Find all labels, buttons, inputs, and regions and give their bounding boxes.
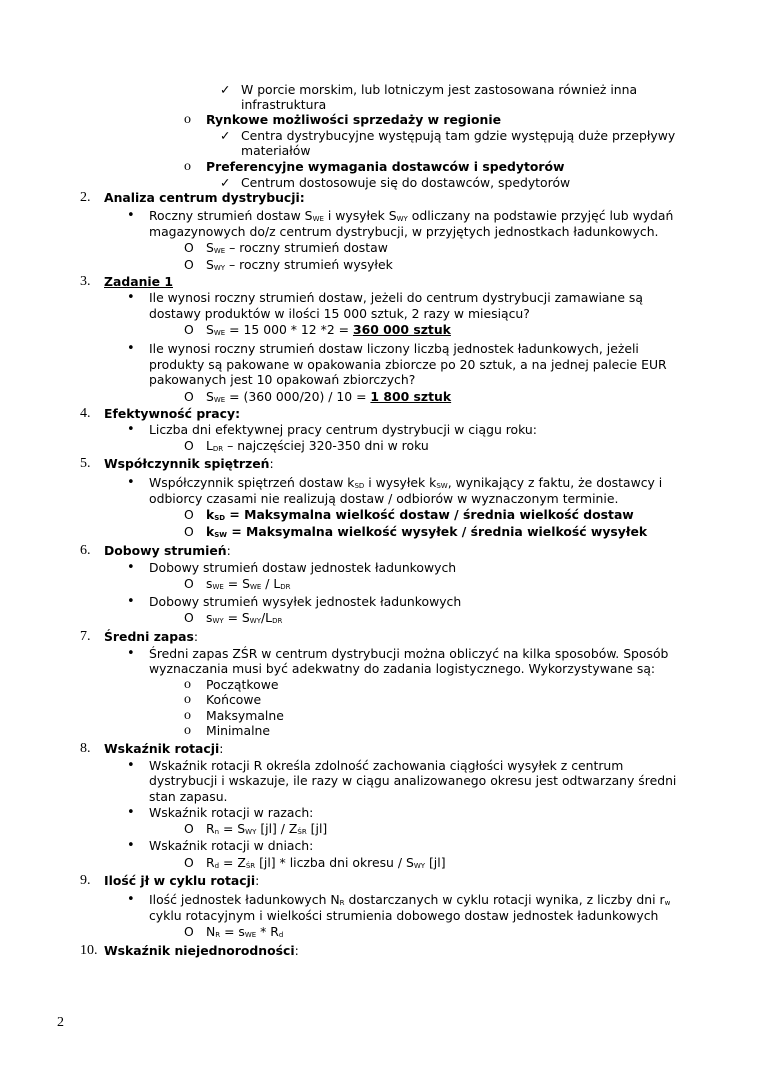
list-item: Maksymalne	[206, 708, 284, 723]
bullet-icon: •	[127, 475, 135, 490]
text-line: Dobowy strumień dostaw jednostek ładunkowych	[149, 560, 457, 575]
list-item: Początkowe	[206, 677, 279, 692]
circle-bullet-icon: O	[184, 576, 194, 591]
text-line: Współczynnik spiętrzeń dostaw $k_{SD}$ i wysyłek $k_{SW}$, wynikający z faktu, że dostawcy i	[149, 475, 663, 490]
formula: $R_d = Z_{ŚR}$ [jl] * liczba dni okresu / $S_{WY}$ [jl]	[206, 855, 446, 870]
text-line: dystrybucji i wskazuje, ile razy w ciągu analizowanego okresu jest odtwarzany średni	[149, 773, 677, 788]
formula: $k_{SW}$ = Maksymalna wielkość wysyłek / średnia wielkość wysyłek	[206, 524, 648, 539]
text-line: Wskaźnik rotacji w dniach:	[149, 838, 314, 853]
circle-bullet-icon: O	[184, 855, 194, 870]
circle-bullet-icon: O	[184, 389, 194, 404]
circle-bullet-icon: O	[184, 438, 194, 453]
text-line: Wskaźnik rotacji w razach:	[149, 805, 314, 820]
check-icon: ✓	[220, 128, 231, 143]
text-line: Centrum dostosowuje się do dostawców, spedytorów	[241, 175, 571, 190]
bullet-icon: •	[127, 646, 135, 661]
circle-bullet-icon: O	[184, 610, 194, 625]
text-line: $L_{DR}$ – najczęściej 320-350 dni w roku	[206, 438, 429, 453]
list-item: Końcowe	[206, 692, 262, 707]
circle-bullet-icon: O	[184, 507, 194, 522]
text-line: odbiorcy czasami nie realizują dostaw / odbiorów w wyznaczonym terminie.	[149, 491, 619, 506]
text-line: Roczny strumień dostaw $S_{WE}$ i wysyłek $S_{WY}$ odliczany na podstawie przyjęć lub wydań	[149, 208, 674, 223]
bullet-icon: •	[127, 208, 135, 223]
text-line: produkty są pakowane w opakowania zbiorcze po 20 sztuk, a na jednej palecie EUR	[149, 357, 667, 372]
section-number: 4.	[80, 406, 91, 421]
text-line: stan zapasu.	[149, 789, 228, 804]
formula: $s_{WY} = S_{WY}/L_{DR}$	[206, 610, 283, 625]
circle-bullet-icon: o	[184, 692, 191, 707]
result: 360 000 sztuk	[352, 322, 451, 337]
circle-bullet-icon: o	[184, 112, 191, 127]
check-icon: ✓	[220, 82, 231, 97]
subheading: Rynkowe możliwości sprzedaży w regionie	[206, 112, 502, 127]
section-number: 8.	[80, 741, 91, 756]
bullet-icon: •	[127, 838, 135, 853]
text-line: $S_{WY}$ – roczny strumień wysyłek	[206, 257, 393, 272]
section-title: Dobowy strumień:	[104, 543, 231, 558]
text-line: magazynowych do/z centrum dystrybucji, w przyjętych jednostkach ładunkowych.	[149, 224, 659, 239]
section-number: 7.	[80, 629, 91, 644]
section-title: Wskaźnik niejednorodności:	[104, 943, 299, 958]
section-title: Współczynnik spiętrzeń:	[104, 456, 274, 471]
formula: $N_R = s_{WE} * R_d$	[206, 924, 284, 939]
bullet-icon: •	[127, 290, 135, 305]
section-title: Analiza centrum dystrybucji:	[104, 190, 305, 205]
text-line: Ile wynosi roczny strumień dostaw, jeżeli do centrum dystrybucji zamawiane są	[149, 290, 643, 305]
circle-bullet-icon: O	[184, 924, 194, 939]
text-line: Ile wynosi roczny strumień dostaw liczony liczbą jednostek ładunkowych, jeżeli	[149, 341, 639, 356]
text-line: Dobowy strumień wysyłek jednostek ładunkowych	[149, 594, 462, 609]
check-icon: ✓	[220, 175, 231, 190]
bullet-icon: •	[127, 422, 135, 437]
circle-bullet-icon: o	[184, 723, 191, 738]
formula: $s_{WE} = S_{WE} / L_{DR}$	[206, 576, 291, 591]
section-number: 6.	[80, 543, 91, 558]
section-number: 10.	[80, 943, 98, 958]
text-line: wyznaczania musi być adekwatny do zadania logistycznego. Wykorzystywane są:	[149, 661, 656, 676]
page-number: 2	[57, 1015, 64, 1030]
bullet-icon: •	[127, 892, 135, 907]
bullet-icon: •	[127, 594, 135, 609]
bullet-icon: •	[127, 805, 135, 820]
text-line: materiałów	[241, 143, 311, 158]
result: 1 800 sztuk	[370, 389, 452, 404]
circle-bullet-icon: O	[184, 821, 194, 836]
section-number: 5.	[80, 456, 91, 471]
circle-bullet-icon: O	[184, 322, 194, 337]
bullet-icon: •	[127, 560, 135, 575]
text-line: cyklu rotacyjnym i wielkości strumienia dobowego dostaw jednostek ładunkowych	[149, 908, 659, 923]
text-line: Średni zapas ZŚR w centrum dystrybucji można obliczyć na kilka sposobów. Sposób	[149, 646, 669, 661]
list-item: Minimalne	[206, 723, 271, 738]
text-line: dostawy produktów w ilości 15 000 sztuk, 2 razy w miesiącu?	[149, 306, 530, 321]
text-line: W porcie morskim, lub lotniczym jest zastosowana również inna	[241, 82, 638, 97]
section-number: 2.	[80, 190, 91, 205]
formula: $R_n = S_{WY}$ $[jl] / Z_{ŚR}$ [jl]	[206, 821, 328, 836]
text-line: Liczba dni efektywnej pracy centrum dystrybucji w ciągu roku:	[149, 422, 537, 437]
section-title: Średni zapas:	[104, 629, 199, 644]
circle-bullet-icon: o	[184, 677, 191, 692]
text-line: Centra dystrybucyjne występują tam gdzie występują duże przepływy	[241, 128, 676, 143]
text-line: Ilość jednostek ładunkowych $N_R$ dostarczanych w cyklu rotacji wynika, z liczby dni $r_w$	[149, 892, 671, 907]
text-line: $S_{WE} = 15$ 000 * 12 *2 = 360 000 sztuk	[206, 322, 451, 337]
circle-bullet-icon: o	[184, 159, 191, 174]
circle-bullet-icon: O	[184, 257, 194, 272]
text-line: $S_{WE}$ – roczny strumień dostaw	[206, 240, 388, 255]
subheading: Preferencyjne wymagania dostawców i spedytorów	[206, 159, 565, 174]
section-title: Efektywność pracy:	[104, 406, 241, 421]
bullet-icon: •	[127, 341, 135, 356]
formula: $k_{SD}$ = Maksymalna wielkość dostaw / średnia wielkość dostaw	[206, 507, 634, 522]
section-number: 3.	[80, 274, 91, 289]
text-line: Wskaźnik rotacji R określa zdolność zachowania ciągłości wysyłek z centrum	[149, 758, 624, 773]
section-title: Wskaźnik rotacji:	[104, 741, 224, 756]
section-title: Zadanie 1	[104, 274, 173, 289]
text-line: infrastruktura	[241, 97, 327, 112]
text-line: $S_{WE} = (360$ 000/20) / 10 = 1 800 sztuk	[206, 389, 452, 404]
text-line: pakowanych jest 10 opakowań zbiorczych?	[149, 372, 416, 387]
circle-bullet-icon: O	[184, 524, 194, 539]
bullet-icon: •	[127, 758, 135, 773]
section-title: Ilość jł w cyklu rotacji:	[104, 873, 260, 888]
section-number: 9.	[80, 873, 91, 888]
circle-bullet-icon: o	[184, 708, 191, 723]
circle-bullet-icon: O	[184, 240, 194, 255]
